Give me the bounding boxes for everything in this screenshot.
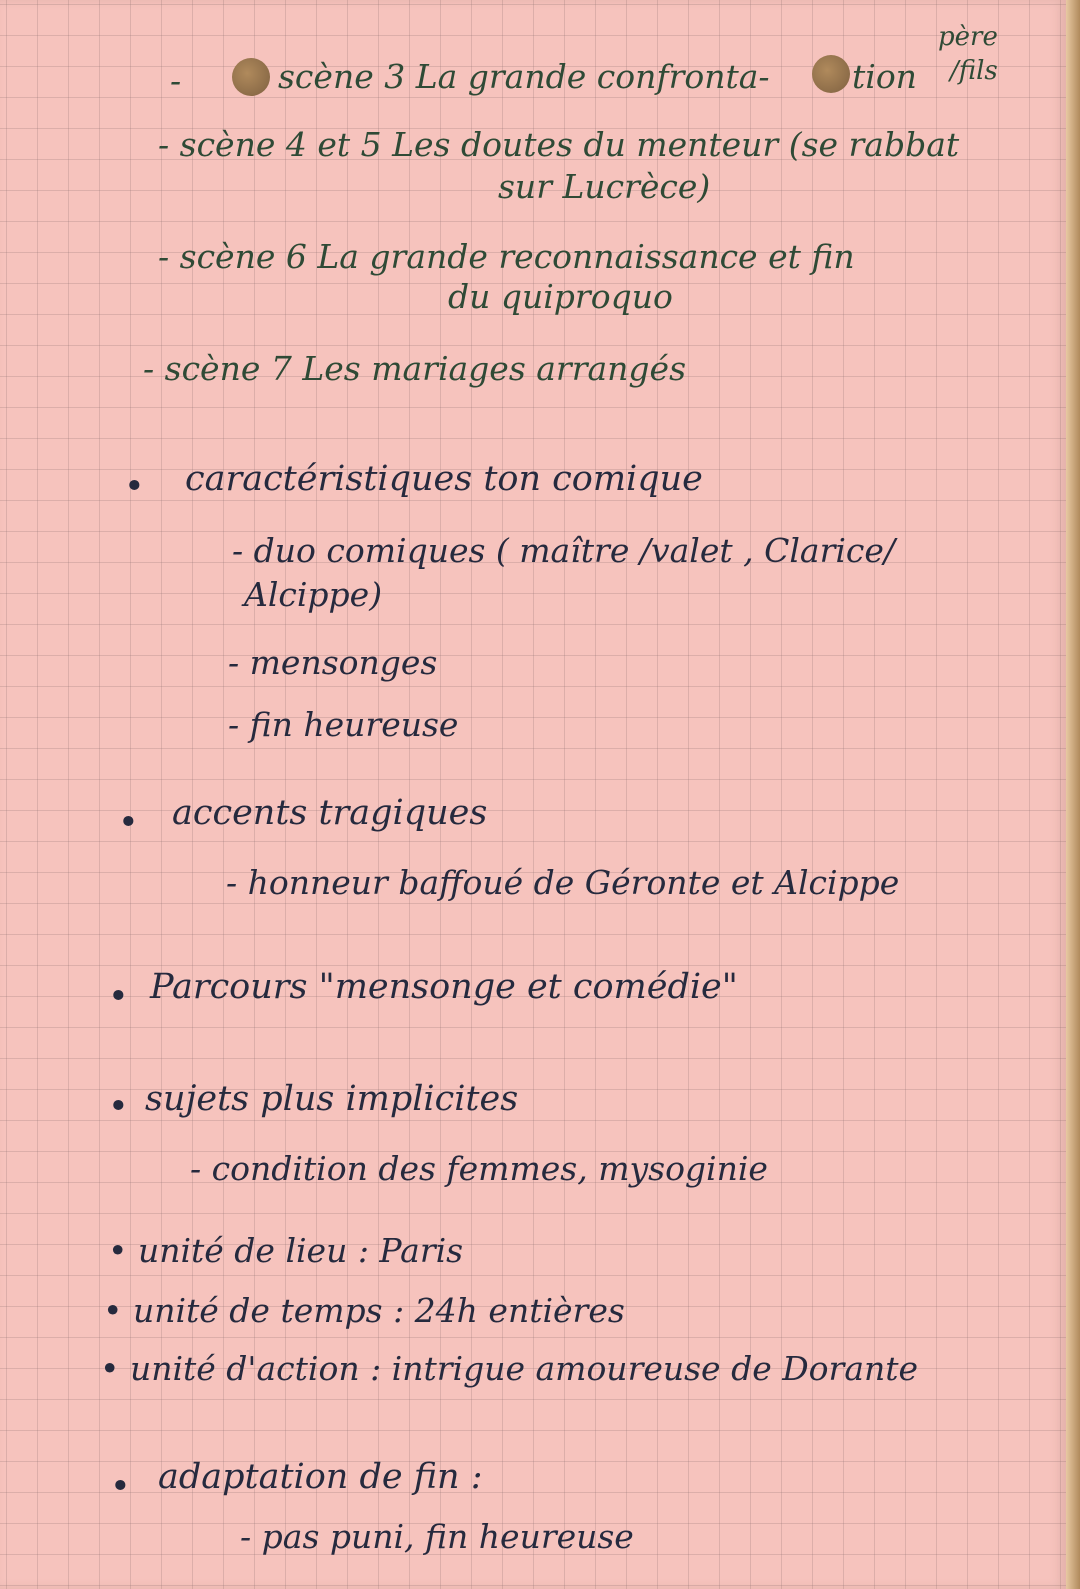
implicites-heading: sujets plus implicites — [145, 1079, 519, 1119]
unite-lieu: • unité de lieu : Paris — [108, 1231, 464, 1270]
scene3-annotation-bottom: /fils — [950, 56, 998, 86]
scene3-dash: - — [170, 61, 182, 100]
comique-item-2: Alcippe) — [244, 575, 383, 614]
tragique-bullet: • — [118, 803, 139, 843]
scene3-text-b: tion — [852, 57, 917, 96]
adaptation-bullet: • — [110, 1467, 131, 1507]
comique-item-3: - mensonges — [228, 643, 438, 682]
scene3-annotation-top: père — [938, 22, 998, 52]
tragique-heading: accents tragiques — [172, 793, 488, 833]
comique-item-1: - duo comiques ( maître /valet , Clarice/ — [232, 531, 896, 570]
comique-item-4: - fin heureuse — [228, 705, 459, 744]
adaptation-item-1: - pas puni, fin heureuse — [240, 1517, 634, 1556]
punch-hole-right — [812, 55, 850, 93]
scene6-text: - scène 6 La grande reconnaissance et fin — [158, 237, 855, 276]
scene45-continuation: sur Lucrèce) — [498, 167, 711, 206]
parcours-text: Parcours "mensonge et comédie" — [150, 967, 738, 1007]
card-edge — [1066, 0, 1080, 1589]
scene7-text: - scène 7 Les mariages arrangés — [143, 349, 687, 388]
unite-temps: • unité de temps : 24h entières — [103, 1291, 625, 1330]
scene45-text: - scène 4 et 5 Les doutes du menteur (se rabbat — [158, 125, 960, 164]
tragique-item-1: - honneur baffoué de Géronte et Alcippe — [226, 863, 900, 902]
punch-hole-left — [232, 58, 270, 96]
comique-bullet: • — [124, 467, 145, 507]
adaptation-heading: adaptation de fin : — [158, 1457, 483, 1497]
unite-action: • unité d'action : intrigue amoureuse de Dorante — [100, 1349, 919, 1388]
scene3-text-a: scène 3 La grande confronta- — [278, 57, 770, 96]
implicites-item-1: - condition des femmes, mysoginie — [190, 1149, 768, 1188]
parcours-bullet: • — [108, 977, 129, 1017]
implicites-bullet: • — [108, 1087, 129, 1127]
scene6-continuation: du quiproquo — [448, 277, 673, 316]
comique-heading: caractéristiques ton comique — [185, 459, 703, 499]
